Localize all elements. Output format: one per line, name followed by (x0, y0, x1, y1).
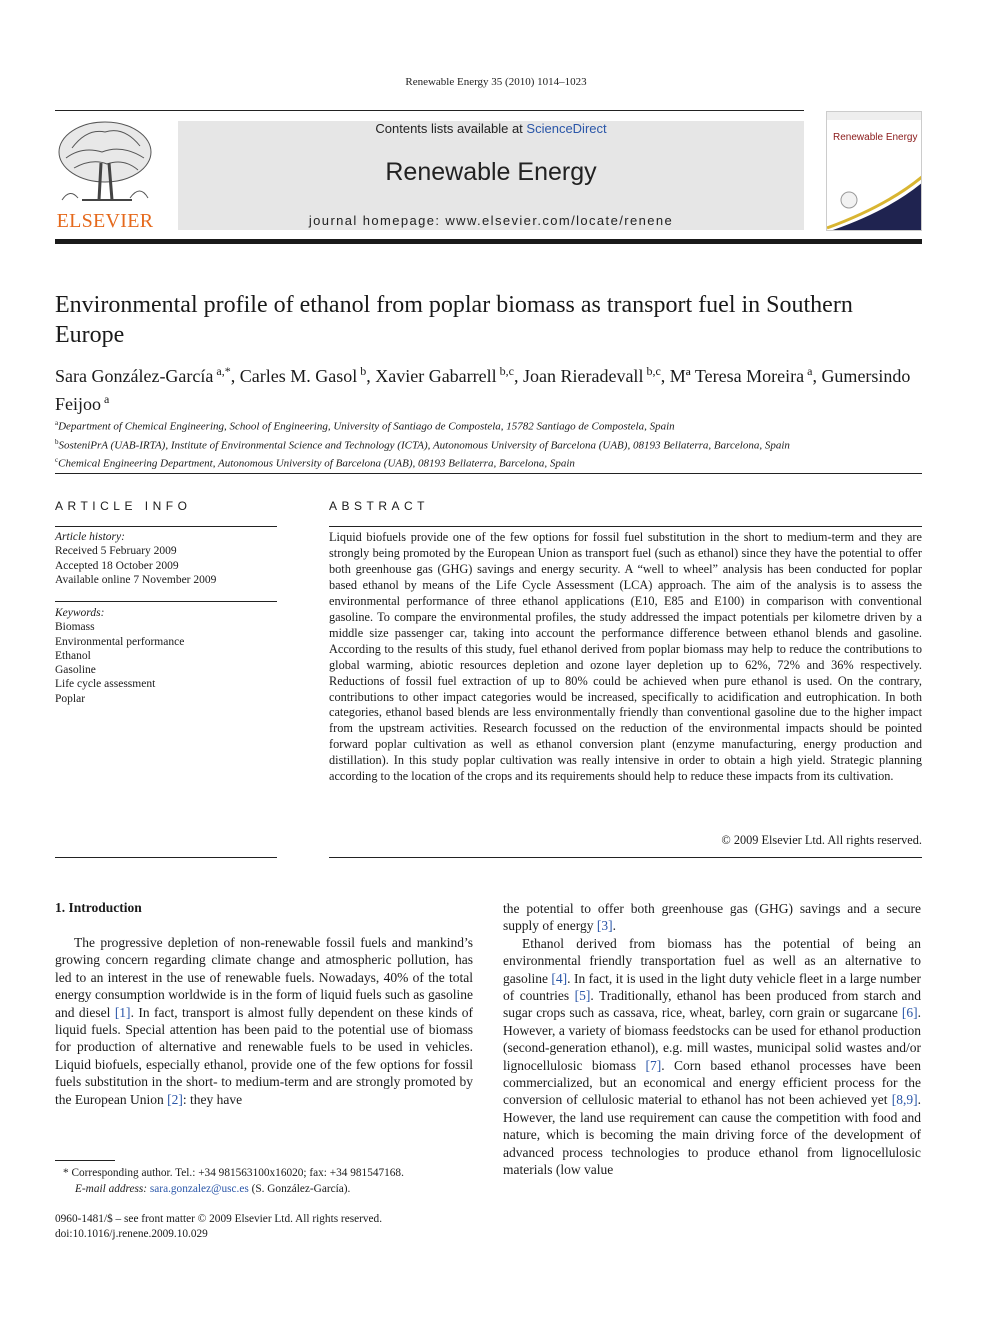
keyword-item: Gasoline (55, 664, 96, 677)
sciencedirect-link[interactable]: ScienceDirect (526, 121, 607, 136)
citation-link[interactable]: [8,9] (891, 1092, 918, 1108)
author-separator: , (513, 366, 523, 386)
history-online: Available online 7 November 2009 (55, 573, 217, 586)
author-name[interactable]: Joan Rieradevall (522, 366, 644, 386)
affiliation-text: SosteniPrA (UAB-IRTA), Institute of Environmental Science and Technology (ICTA), Autonomous University of Barcelona (UAB), 08193 Bellaterra, Barcelona, Spain (58, 439, 790, 452)
abstract-text: Liquid biofuels provide one of the few options for fossil fuel substitution in the short to medium-term and they are strongly being promoted by the European Union as transport fuel (such as ethanol) since they have the potential to offer both greenhouse gas (GHG) savings and energy security. A “well to wheel” analysis has been conducted for poplar based ethanol by means of the Life Cycle Assessment (LCA) approach. The aim of the analysis is to assess the environmental performance of three ethanol applications (E10, E85 and E100) in comparison with conventional gasoline. To compare the environmental profiles, the study addressed the impact potentials per kilometre driven by a middle size passenger car, taking into account the performance difference between ethanol blends and gasoline. According to the results of this study, fuel ethanol derived from poplar biomass may help to reduce the contributions to global warming, abiotic resources depletion and ozone layer depletion up to 62%, 72% and 36% respectively. Reductions of fossil fuel extraction of up to 80% could be achieved when pure ethanol is used. On the contrary, contributions to other impact categories would be increased, specifically to acidification and eutrophication. In both categories, ethanol based blends are less environmentally friendly than conventional gasoline due to the higher impact from the upstream activities. Research focussed on the reduction of the environmental impacts should be pointed forward poplar cultivation as well as ethanol conversion plant (enzyme manufacturing, energy production and distillation). In this study poplar cultivation was really intensive in order to obtain a high yield. Strategic planning according to the location of the crops and its requirements should help to reduce these impacts from its cultivation. (329, 530, 922, 784)
article-info-rule-top (55, 526, 277, 527)
text-run: . Corn based ethanol processes have been commercialized, but an economical and energy efficient process for the conversion of cellulosic material to ethanol has not been achieved yet (503, 1057, 921, 1108)
affiliation-marker: c (55, 456, 59, 465)
author-name[interactable]: Carles M. Gasol (239, 366, 358, 386)
author-affiliation-marker: b,c (646, 364, 661, 378)
history-label: Article history: (55, 531, 125, 543)
article-info-rule-bottom (55, 857, 277, 858)
journal-homepage[interactable]: journal homepage: www.elsevier.com/locate/renene (308, 213, 674, 228)
author-name[interactable]: Xavier Gabarrell (375, 366, 497, 386)
citation-link[interactable]: [2] (167, 1091, 183, 1107)
author-affiliation-marker: a, (216, 364, 225, 378)
issn-line: 0960-1481/$ – see front matter © 2009 Elsevier Ltd. All rights reserved. (55, 1213, 383, 1225)
front-matter (55, 1212, 475, 1242)
body-column-right (503, 900, 921, 1179)
text-run: . However, a variety of biomass feedstocks can be used for ethanol production (second-generation ethanol), e.g. mill wastes, municipal solid wastes and/or lignocellulosic biomass (503, 1005, 921, 1073)
journal-reference: Renewable Energy 35 (2010) 1014–1023 (405, 76, 587, 88)
tree-icon (52, 118, 158, 208)
keyword-item: Environmental performance (55, 635, 185, 648)
text-run: . In fact, it is used in the light duty vehicle fleet in a large number of countries (503, 970, 921, 1004)
corresponding-author-note (55, 1165, 475, 1181)
email-label: E-mail address: (75, 1183, 148, 1195)
author-separator: , (366, 366, 376, 386)
history-accepted: Accepted 18 October 2009 (55, 559, 179, 572)
text-run: : they have (182, 1091, 243, 1107)
affiliation-item (55, 416, 925, 435)
text-run: the potential to offer both greenhouse gas (GHG) savings and a secure supply of energy (503, 901, 921, 934)
corresponding-text: Corresponding author. Tel.: +34 981563100x16020; fax: +34 981547168. (71, 1167, 404, 1179)
text-run: The progressive depletion of non-renewable fossil fuels and mankind’s growing concern regarding climate change and atmospheric pollution, has led to an interest in the use of renewable fuels. Nowadays, 40% of the total energy consumption worldwide is in the form of liquid fuels such as gasoline and diesel (55, 935, 473, 1020)
author-affiliation-marker: a (807, 364, 813, 378)
affiliation-item (55, 453, 925, 472)
footnotes (55, 1165, 475, 1197)
text-run: Ethanol derived from biomass has the potential of being an environmental friendly transportation fuel as well as an alternative to gasoline (503, 935, 921, 986)
abstract-rule-bottom (329, 857, 922, 858)
affiliation-marker: b (55, 437, 59, 446)
citation-link[interactable]: [7] (645, 1057, 662, 1073)
keywords-label: Keywords: (55, 607, 105, 619)
author-list (55, 360, 925, 416)
keyword-item: Life cycle assessment (55, 678, 156, 691)
text-run: . (612, 918, 616, 934)
body-column-left (55, 934, 473, 1108)
intro-paragraph-1 (55, 934, 473, 1108)
keyword-item: Biomass (55, 621, 95, 634)
article-info-rule-mid (55, 601, 277, 602)
doi-line[interactable]: doi:10.1016/j.renene.2009.10.029 (55, 1228, 208, 1240)
citation-link[interactable]: [4] (551, 970, 568, 986)
text-run: . However, the land use requirement can cause the competition with food and nature, which is becoming the main driving force of the development of advanced process technologies to produce ethanol from lignocellulosic materials (low value (503, 1092, 921, 1178)
author-separator: , (660, 366, 670, 386)
author-separator: , (812, 366, 822, 386)
intro-paragraph-2 (503, 935, 921, 1179)
keyword-list (55, 606, 277, 706)
affiliation-text: Chemical Engineering Department, Autonomous University of Barcelona (UAB), 08193 Bellaterra, Barcelona, Spain (58, 457, 575, 470)
elsevier-wordmark: ELSEVIER (56, 210, 154, 232)
author-name[interactable]: Gumersindo Feijoo (55, 366, 911, 414)
citation-link[interactable]: [5] (574, 988, 591, 1004)
intro-paragraph-1-cont (503, 900, 921, 935)
article-history (55, 530, 277, 587)
abstract-rule-top (329, 526, 922, 527)
author-affiliation-marker: b,c (499, 364, 514, 378)
abstract-heading: ABSTRACT (329, 499, 430, 513)
affiliation-item (55, 435, 925, 454)
affiliation-rule (55, 473, 922, 474)
affiliation-marker: a (55, 419, 59, 427)
cover-art-icon (827, 172, 922, 231)
footnote-star: * (63, 1167, 69, 1179)
email-link[interactable]: sara.gonzalez@usc.es (149, 1183, 249, 1195)
author-affiliation-marker: b (360, 364, 367, 378)
citation-link[interactable]: [3] (596, 918, 613, 934)
introduction-heading: 1. Introduction (55, 900, 142, 915)
journal-header-box (178, 121, 804, 230)
corresponding-author-marker[interactable]: * (224, 364, 231, 378)
keyword-item: Poplar (55, 692, 86, 705)
author-name[interactable]: Sara González-García (55, 366, 214, 386)
text-run: . Traditionally, ethanol has been produced from starch and sugar crops such as cassava, rice, wheat, barley, corn grain or sugarcane (503, 988, 921, 1021)
article-title: Environmental profile of ethanol from poplar biomass as transport fuel in Southern Europe (55, 292, 853, 348)
contents-available-line (178, 121, 804, 136)
journal-title: Renewable Energy (385, 158, 597, 186)
text-run: . In fact, transport is almost fully dependent on these kinds of liquid fuels. Special attention has been paid to the potential use of biomass for production of alternative and renewable fuels to be used in vehicles. Liquid biofuels, especially ethanol, provide one of the few options for fossil fuels substitution in the short- to medium-term and are strongly promoted by the European Union (55, 1004, 473, 1107)
author-separator: , (230, 366, 240, 386)
header-bottom-rule (55, 239, 922, 244)
author-name[interactable]: Mª Teresa Moreira (669, 366, 805, 386)
author-affiliation-marker: a (104, 392, 110, 406)
affiliation-text: Department of Chemical Engineering, School of Engineering, University of Santiago de Compostela, 15782 Santiago de Compostela, Spain (58, 420, 675, 433)
abstract-copyright: © 2009 Elsevier Ltd. All rights reserved. (721, 833, 922, 847)
citation-link[interactable]: [6] (901, 1005, 918, 1021)
history-received: Received 5 February 2009 (55, 545, 177, 558)
cover-title: Renewable Energy (833, 132, 918, 143)
contents-prefix: Contents lists available at (375, 121, 523, 136)
article-info-heading: ARTICLE INFO (55, 499, 192, 513)
header-top-rule (55, 110, 804, 111)
email-suffix: (S. González-García). (251, 1183, 351, 1195)
keyword-item: Ethanol (55, 649, 91, 662)
citation-link[interactable]: [1] (114, 1004, 131, 1020)
journal-cover-thumbnail[interactable] (826, 111, 922, 231)
footnote-rule (55, 1160, 115, 1161)
affiliation-list (55, 416, 925, 472)
email-note (55, 1181, 475, 1197)
